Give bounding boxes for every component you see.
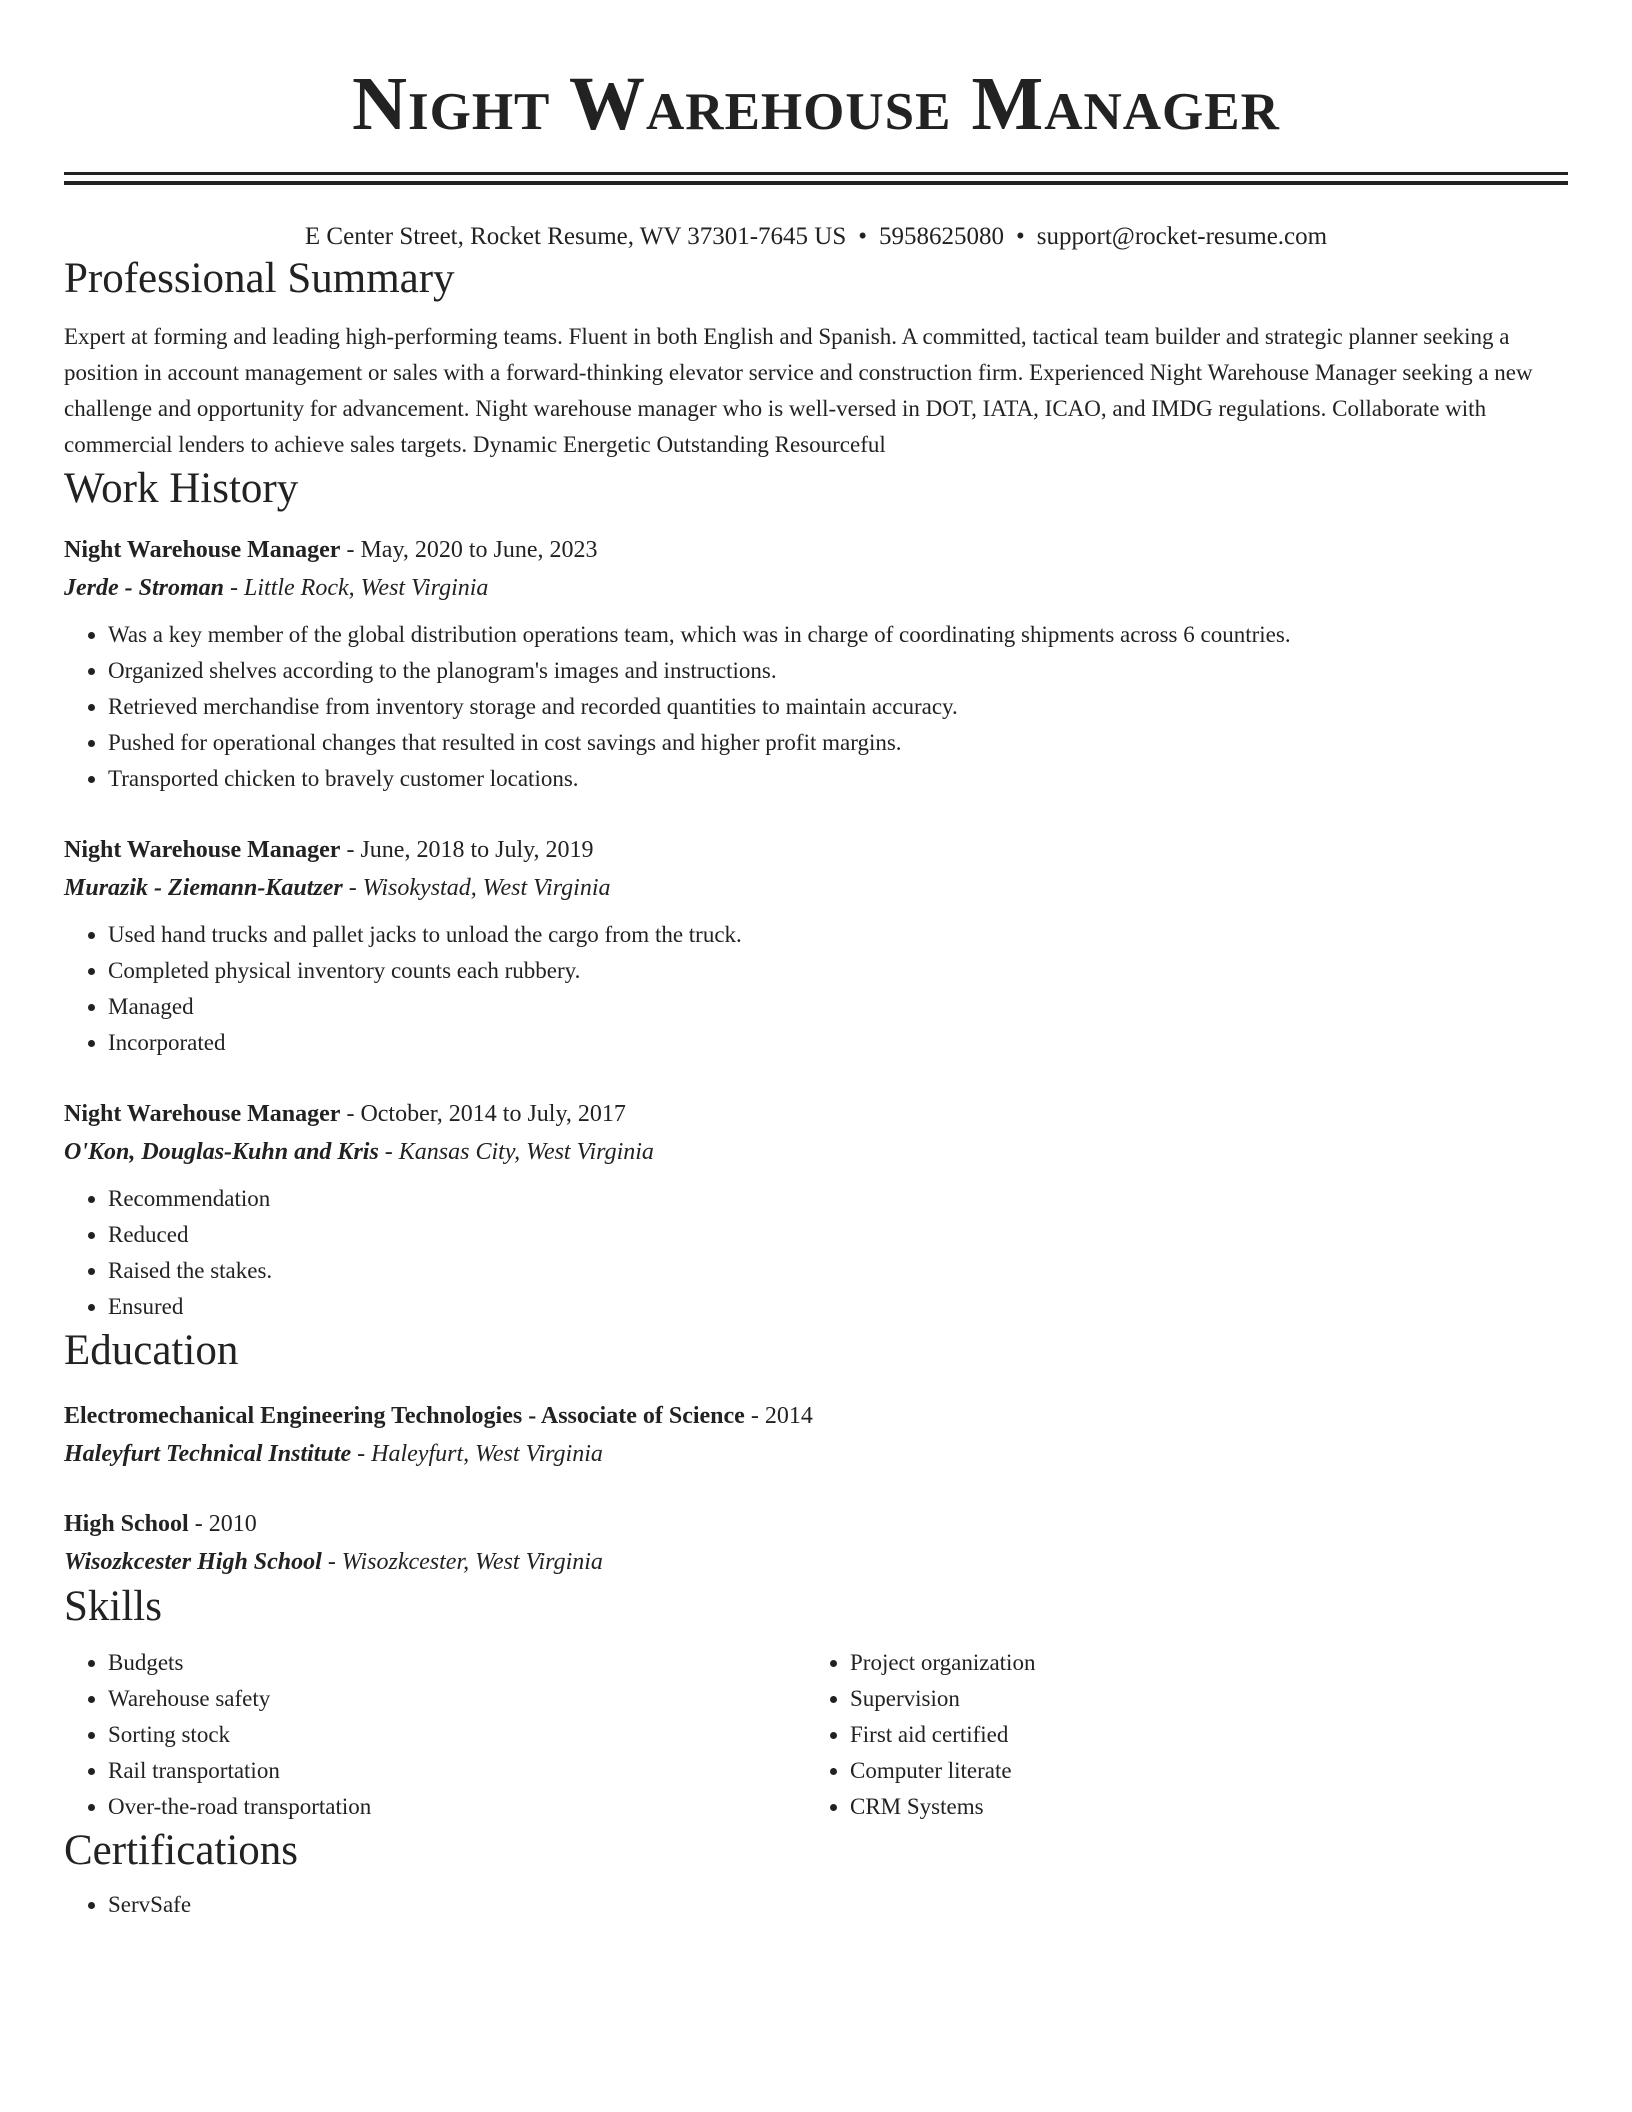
education-entry (64, 1397, 1568, 1473)
list-item: • Budgets (108, 1645, 806, 1681)
list-item: • Transported chicken to bravely customer locations. (108, 761, 1568, 797)
contact-line (64, 221, 1568, 253)
list-item: • Reduced (108, 1217, 1568, 1253)
education-school: Haleyfurt Technical Institute (64, 1441, 352, 1467)
education-location: - Wisozkcester, West Virginia (321, 1549, 603, 1575)
list-item: • CRM Systems (850, 1789, 1548, 1825)
contact-separator: • (1016, 223, 1025, 250)
education-location: - Haleyfurt, West Virginia (351, 1441, 603, 1467)
job-header (64, 531, 1568, 569)
job-company: Jerde - Stroman (64, 575, 225, 601)
job-role: Night Warehouse Manager (64, 1101, 341, 1127)
list-item: • ServSafe (108, 1887, 1568, 1923)
list-item: • Was a key member of the global distribution operations team, which was in charge of coordinating shipments across 6 countries. (108, 617, 1568, 653)
certifications-list (64, 1887, 1568, 1923)
list-item: • Recommendation (108, 1181, 1568, 1217)
section-title-skills: Skills (64, 1583, 162, 1630)
education-header (64, 1505, 1568, 1543)
list-item: • Over-the-road transportation (108, 1789, 806, 1825)
skills-column-left (64, 1645, 806, 1825)
education-entry (64, 1505, 1568, 1581)
list-item: • Retrieved merchandise from inventory storage and recorded quantities to maintain accuracy. (108, 689, 1568, 725)
resume-page (64, 0, 1568, 1923)
section-title-certifications: Certifications (64, 1827, 299, 1874)
job-entry (64, 1095, 1568, 1325)
job-company: O'Kon, Douglas-Kuhn and Kris (64, 1139, 379, 1165)
list-item: • Rail transportation (108, 1753, 806, 1789)
list-item: • Managed (108, 989, 1568, 1025)
job-role: Night Warehouse Manager (64, 837, 341, 863)
job-employer (64, 869, 1568, 907)
list-item: • Incorporated (108, 1025, 1568, 1061)
list-item: • Sorting stock (108, 1717, 806, 1753)
job-location: - Little Rock, West Virginia (224, 575, 489, 601)
list-item: • Used hand trucks and pallet jacks to unload the cargo from the truck. (108, 917, 1568, 953)
job-bullets (64, 617, 1568, 797)
job-entry (64, 531, 1568, 797)
job-company: Murazik - Ziemann-Kautzer (64, 875, 343, 901)
job-employer (64, 569, 1568, 607)
list-item: • Pushed for operational changes that resulted in cost savings and higher profit margins. (108, 725, 1568, 761)
contact-separator: • (858, 223, 868, 250)
contact-address: E Center Street, Rocket Resume, WV 37301-7645 US (304, 223, 847, 250)
list-item: • Organized shelves according to the planogram's images and instructions. (108, 653, 1568, 689)
job-header (64, 831, 1568, 869)
job-dates: - May, 2020 to June, 2023 (340, 537, 598, 563)
skills-list (806, 1645, 1548, 1825)
skills-column-right (806, 1645, 1548, 1825)
education-degree: Electromechanical Engineering Technologies - Associate of Science (64, 1403, 745, 1429)
skills-list (64, 1645, 806, 1825)
list-item: • Completed physical inventory counts each rubbery. (108, 953, 1568, 989)
job-entry (64, 831, 1568, 1061)
education-school-line (64, 1543, 1568, 1581)
header-rule-bottom (64, 181, 1568, 185)
resume-name: Night Warehouse Manager (352, 62, 1280, 146)
list-item: • Project organization (850, 1645, 1548, 1681)
contact-phone: 5958625080 (879, 223, 1005, 250)
section-title-education: Education (64, 1327, 239, 1374)
list-item: • Ensured (108, 1289, 1568, 1325)
education-year: - 2014 (744, 1403, 813, 1429)
job-location: - Wisokystad, West Virginia (342, 875, 611, 901)
list-item: • Computer literate (850, 1753, 1548, 1789)
job-role: Night Warehouse Manager (64, 537, 341, 563)
education-school: Wisozkcester High School (64, 1549, 322, 1575)
education-header (64, 1397, 1568, 1435)
education-school-line (64, 1435, 1568, 1473)
job-dates: - October, 2014 to July, 2017 (340, 1101, 626, 1127)
job-header (64, 1095, 1568, 1133)
section-title-summary: Professional Summary (64, 255, 455, 302)
job-dates: - June, 2018 to July, 2019 (340, 837, 594, 863)
summary-text: Expert at forming and leading high-performing teams. Fluent in both English and Spanish. A committed, tactical team builder and strategic planner seeking a position in account management or sales with a forward-thinking elevator service and construction firm. Experienced Night Warehouse Manager seeking a new challenge and opportunity for advancement. Night warehouse manager who is well-versed in DOT, IATA, ICAO, and IMDG regulations. Collaborate with commercial lenders to achieve sales targets. Dynamic Energetic Outstanding Resourceful (64, 324, 1533, 457)
job-location: - Kansas City, West Virginia (378, 1139, 654, 1165)
job-employer (64, 1133, 1568, 1171)
header-rule-top (64, 172, 1568, 175)
education-year: - 2010 (188, 1511, 257, 1537)
list-item: • Supervision (850, 1681, 1548, 1717)
list-item: • First aid certified (850, 1717, 1548, 1753)
section-title-work-history: Work History (64, 465, 299, 512)
list-item: • Raised the stakes. (108, 1253, 1568, 1289)
contact-email: support@rocket-resume.com (1036, 223, 1328, 250)
education-degree: High School (64, 1511, 189, 1537)
skills-grid (64, 1645, 1568, 1825)
job-bullets (64, 917, 1568, 1061)
job-bullets (64, 1181, 1568, 1325)
list-item: • Warehouse safety (108, 1681, 806, 1717)
